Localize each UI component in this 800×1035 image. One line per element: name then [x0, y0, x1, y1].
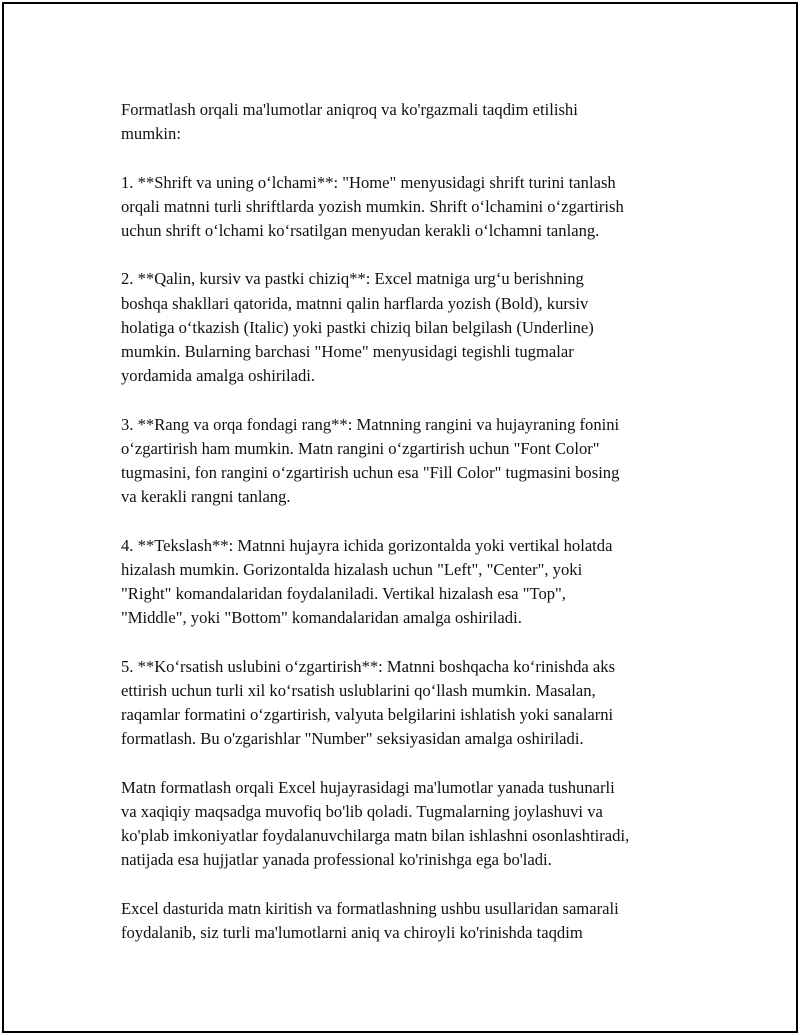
list-item-font-size: 1. **Shrift va uning o‘lchami**: "Home" menyusidagi shrift turini tanlash orqali matnni turli shriftlarda yozish mumkin. Shrift o‘lchamini o‘zgartirish uchun shrift o‘lchami ko‘rsatilgan menyudan kerakli o‘lchamni tanlang.: [121, 172, 624, 240]
closing-paragraph: Excel dasturida matn kiritish va formatlashning ushbu usullaridan samarali foydalanib, siz turli ma'lumotlarni aniq va chiroyli ko'rinishda taqdim: [121, 898, 619, 942]
list-item-bold-italic-underline: 2. **Qalin, kursiv va pastki chiziq**: Excel matniga urg‘u berishning boshqa shakllari qatorida, matnni qalin harflarda yozish (Bold), kursiv holatiga o‘tkazish (Italic) yoki pastki chiziq bilan belgilash (Underline) mumkin. Bularning barchasi "Home" menyusidagi tegishli tugmalar yordamida amalga oshiriladi.: [121, 269, 594, 386]
document-page: [2, 2, 798, 1033]
document-body: [121, 98, 701, 945]
list-item-display-style: 5. **Ko‘rsatish uslubini o‘zgartirish**: Matnni boshqacha ko‘rinishda aks ettirish uchun turli xil ko‘rsatish uslublarini qo‘llash mumkin. Masalan, raqamlar formatini o‘zgartirish, valyuta belgilarini ishlatish yoki sanalarni formatlash. Bu o'zgarishlar "Number" seksiyasidan amalga oshiriladi.: [121, 656, 616, 749]
intro-paragraph: Formatlash orqali ma'lumotlar aniqroq va ko'rgazmali taqdim etilishi mumkin:: [121, 100, 578, 144]
list-item-color-fill: 3. **Rang va orqa fondagi rang**: Matnning rangini va hujayraning fonini o‘zgartirish ham mumkin. Matn rangini o‘zgartirish uchun "Font Color" tugmasini, fon rangini o‘zgartirish uchun esa "Fill Color" tugmasini bosing va kerakli rangni tanlang.: [121, 414, 620, 507]
summary-paragraph: Matn formatlash orqali Excel hujayrasidagi ma'lumotlar yanada tushunarli va xaqiqiy maqsadga muvofiq bo'lib qoladi. Tugmalarning joylashuvi va ko'plab imkoniyatlar foydalanuvchilarga matn bilan ishlashni osonlashtiradi, natijada esa hujjatlar yanada professional ko'rinishga ega bo'ladi.: [121, 777, 630, 870]
list-item-alignment: 4. **Tekslash**: Matnni hujayra ichida gorizontalda yoki vertikal holatda hizalash mumkin. Gorizontalda hizalash uchun "Left", "Center", yoki "Right" komandalaridan foydalaniladi. Vertikal hizalash esa "Top", "Middle", yoki "Bottom" komandalaridan amalga oshiriladi.: [121, 535, 613, 628]
